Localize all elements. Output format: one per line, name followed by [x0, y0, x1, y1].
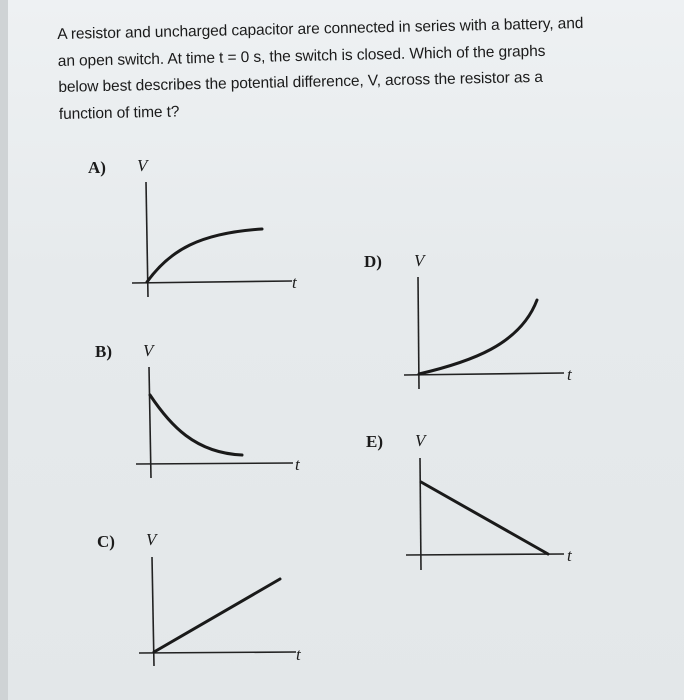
y-axis — [420, 458, 421, 570]
option-a-label: A) — [88, 158, 106, 177]
option-e-x-axis-label: t — [567, 546, 572, 565]
question-line: an open switch. At time t = 0 s, the switch is closed. Which of the graphs — [57, 42, 546, 70]
option-e-y-axis-label: V — [415, 431, 426, 450]
option-e-curve — [421, 482, 548, 554]
option-e-label: E) — [366, 432, 383, 451]
option-b-y-axis-label: V — [143, 341, 154, 360]
option-a-y-axis-label: V — [137, 156, 148, 175]
option-a-x-axis-label: t — [292, 273, 297, 292]
option-b-x-axis-label: t — [295, 455, 300, 474]
option-c-label: C) — [97, 532, 115, 551]
option-d-x-axis-label: t — [567, 365, 572, 384]
option-c-x-axis-label: t — [296, 645, 301, 664]
question-line: below best describes the potential difference, V, across the resistor as a — [58, 68, 544, 96]
option-d-label: D) — [364, 252, 382, 271]
option-c-y-axis-label: V — [146, 530, 157, 549]
x-axis — [406, 554, 564, 555]
question-line: function of time t? — [58, 102, 180, 123]
option-d-y-axis-label: V — [414, 251, 425, 270]
question-line: A resistor and uncharged capacitor are connected in series with a battery, and — [57, 14, 584, 43]
option-b-label: B) — [95, 342, 112, 361]
